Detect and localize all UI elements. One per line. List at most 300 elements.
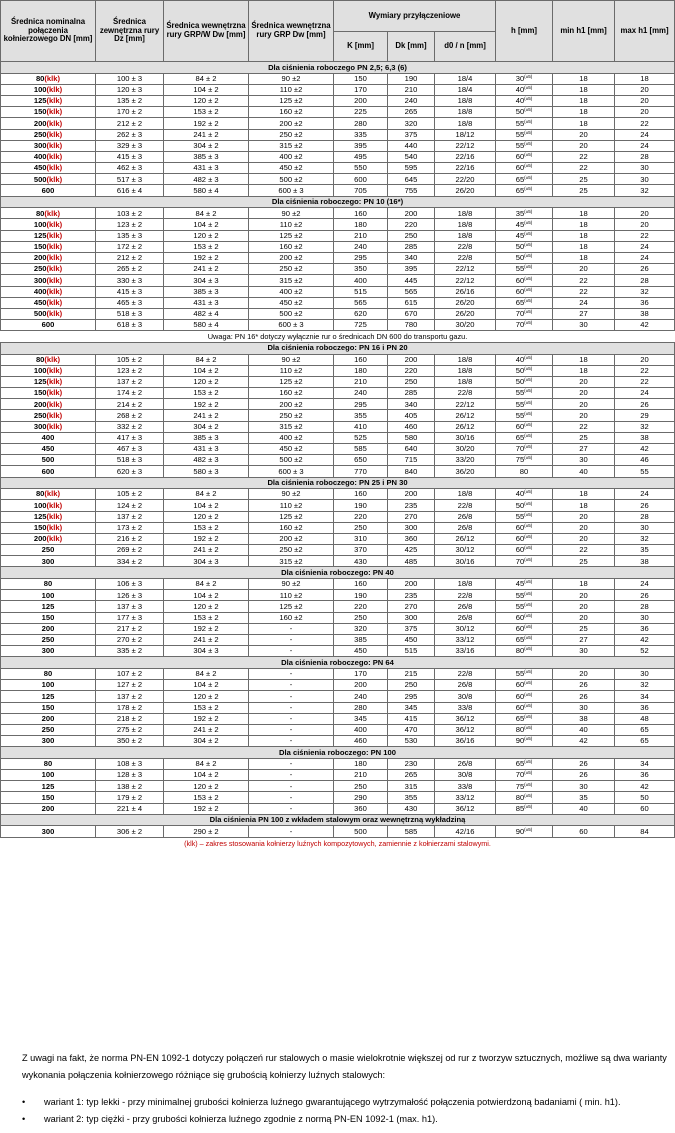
- h-tolerance: (±5): [524, 230, 533, 236]
- cell-dwgrp: -: [249, 736, 334, 747]
- h-value: 55: [515, 410, 525, 420]
- cell-minh: 18: [553, 241, 615, 252]
- cell-maxh: 60: [615, 803, 675, 814]
- cell-maxh: 20: [615, 107, 675, 118]
- cell-dz: 329 ± 3: [96, 140, 164, 151]
- cell-dwgrp: 500 ±2: [249, 455, 334, 466]
- col-header-dw: Średnica wewnętrzna rury GRP/W Dw [mm]: [164, 1, 249, 62]
- dn-value: 400: [41, 433, 55, 443]
- cell-k: 170: [334, 668, 388, 679]
- klk-marker: (klk): [46, 129, 63, 139]
- cell-d0n: 26/8: [435, 612, 496, 623]
- cell-dwgrp: 250 ±2: [249, 410, 334, 421]
- table-row: [1, 511, 675, 522]
- cell-dn: [1, 545, 96, 556]
- cell-k: 335: [334, 129, 388, 140]
- dn-value: 450: [33, 298, 47, 308]
- cell-dw: 120 ± 2: [164, 95, 249, 106]
- h-tolerance: (±5): [524, 365, 533, 371]
- cell-h: [496, 354, 553, 365]
- cell-d0n: 18/4: [435, 84, 496, 95]
- cell-dk: 585: [388, 826, 435, 837]
- cell-h: [496, 792, 553, 803]
- note-row: [1, 331, 675, 343]
- cell-dn: [1, 185, 96, 196]
- h-value: 30: [515, 73, 525, 83]
- h-tolerance: (±5): [524, 523, 533, 529]
- table-row: [1, 286, 675, 297]
- h-value: 65: [515, 185, 525, 195]
- cell-dwgrp: 400 ±2: [249, 432, 334, 443]
- cell-d0n: 30/16: [435, 432, 496, 443]
- cell-d0n: 22/20: [435, 174, 496, 185]
- cell-k: 280: [334, 118, 388, 129]
- section-header-row: [1, 747, 675, 759]
- cell-dz: 332 ± 2: [96, 421, 164, 432]
- table-row: [1, 792, 675, 803]
- cell-k: 400: [334, 275, 388, 286]
- h-value: 85: [515, 803, 525, 813]
- cell-k: 200: [334, 680, 388, 691]
- cell-h: [496, 399, 553, 410]
- table-row: [1, 73, 675, 84]
- cell-dn: [1, 230, 96, 241]
- cell-h: [496, 500, 553, 511]
- cell-k: 370: [334, 545, 388, 556]
- cell-dz: 105 ± 2: [96, 354, 164, 365]
- cell-minh: 27: [553, 308, 615, 319]
- col-header-dn: Średnica nominalna połączenia kołnierzowego DN [mm]: [1, 1, 96, 62]
- cell-dwgrp: 160 ±2: [249, 612, 334, 623]
- col-header-h: h [mm]: [496, 1, 553, 62]
- h-tolerance: (±5): [524, 219, 533, 225]
- cell-dwgrp: -: [249, 623, 334, 634]
- cell-h: [496, 241, 553, 252]
- cell-maxh: 20: [615, 95, 675, 106]
- cell-dw: 192 ± 2: [164, 253, 249, 264]
- h-tolerance: (±5): [524, 444, 533, 450]
- cell-dk: 425: [388, 545, 435, 556]
- cell-maxh: 26: [615, 590, 675, 601]
- h-value: 55: [515, 511, 525, 521]
- cell-dn: [1, 770, 96, 781]
- cell-dw: 104 ± 2: [164, 219, 249, 230]
- cell-h: [496, 826, 553, 837]
- dn-value: 125: [33, 230, 47, 240]
- table-row: [1, 680, 675, 691]
- cell-dw: 431 ± 3: [164, 163, 249, 174]
- cell-h: [496, 286, 553, 297]
- table-row: [1, 579, 675, 590]
- h-tolerance: (±5): [524, 612, 533, 618]
- cell-dn: [1, 140, 96, 151]
- cell-dn: [1, 365, 96, 376]
- cell-minh: 25: [553, 556, 615, 567]
- cell-d0n: 18/4: [435, 73, 496, 84]
- cell-dz: 135 ± 3: [96, 230, 164, 241]
- cell-dk: 540: [388, 151, 435, 162]
- cell-maxh: 36: [615, 623, 675, 634]
- cell-k: 345: [334, 713, 388, 724]
- cell-dk: 485: [388, 556, 435, 567]
- table-row: [1, 185, 675, 196]
- cell-dwgrp: 315 ±2: [249, 140, 334, 151]
- cell-dk: 300: [388, 612, 435, 623]
- cell-dw: 84 ± 2: [164, 668, 249, 679]
- h-value: 70: [515, 320, 525, 330]
- cell-dz: 270 ± 2: [96, 635, 164, 646]
- cell-dw: 153 ± 2: [164, 388, 249, 399]
- cell-maxh: 32: [615, 421, 675, 432]
- klk-marker: (klk): [46, 141, 63, 151]
- h-tolerance: (±5): [524, 185, 533, 191]
- cell-d0n: 30/12: [435, 623, 496, 634]
- cell-h: [496, 264, 553, 275]
- h-value: 45: [515, 579, 525, 589]
- cell-dk: 340: [388, 253, 435, 264]
- cell-dw: 431 ± 3: [164, 444, 249, 455]
- cell-minh: 35: [553, 792, 615, 803]
- h-tolerance: (±5): [524, 792, 533, 798]
- cell-d0n: 36/12: [435, 724, 496, 735]
- cell-k: 210: [334, 230, 388, 241]
- h-tolerance: (±5): [524, 556, 533, 562]
- cell-k: 170: [334, 84, 388, 95]
- cell-minh: 30: [553, 702, 615, 713]
- cell-dn: [1, 612, 96, 623]
- h-value: 70: [515, 770, 525, 780]
- cell-minh: 20: [553, 590, 615, 601]
- cell-k: 295: [334, 253, 388, 264]
- h-value: 60: [515, 163, 525, 173]
- table-row: [1, 522, 675, 533]
- h-value: 55: [515, 669, 525, 679]
- dn-value: 200: [41, 624, 55, 634]
- cell-h: [496, 556, 553, 567]
- cell-d0n: 26/8: [435, 758, 496, 769]
- cell-dk: 200: [388, 354, 435, 365]
- klk-marker: (klk): [46, 399, 63, 409]
- cell-minh: 20: [553, 129, 615, 140]
- cell-dn: [1, 455, 96, 466]
- cell-h: [496, 691, 553, 702]
- cell-dk: 235: [388, 500, 435, 511]
- cell-dwgrp: 160 ±2: [249, 241, 334, 252]
- cell-dwgrp: -: [249, 781, 334, 792]
- cell-maxh: 52: [615, 646, 675, 657]
- klk-marker: (klk): [44, 73, 61, 83]
- cell-h: [496, 410, 553, 421]
- cell-dw: 304 ± 2: [164, 421, 249, 432]
- cell-maxh: 24: [615, 129, 675, 140]
- dn-value: 125: [33, 511, 47, 521]
- cell-dn: [1, 758, 96, 769]
- cell-dn: [1, 444, 96, 455]
- cell-dk: 265: [388, 770, 435, 781]
- cell-dn: [1, 736, 96, 747]
- cell-dk: 340: [388, 399, 435, 410]
- cell-dwgrp: 110 ±2: [249, 590, 334, 601]
- cell-h: [496, 579, 553, 590]
- table-row: [1, 758, 675, 769]
- cell-dz: 135 ± 2: [96, 95, 164, 106]
- cell-maxh: 48: [615, 713, 675, 724]
- table-row: [1, 545, 675, 556]
- cell-dz: 212 ± 2: [96, 253, 164, 264]
- cell-dn: [1, 410, 96, 421]
- cell-dw: 192 ± 2: [164, 118, 249, 129]
- table-row: [1, 646, 675, 657]
- h-value: 65: [515, 759, 525, 769]
- cell-h: [496, 680, 553, 691]
- table-row: [1, 455, 675, 466]
- cell-dn: [1, 556, 96, 567]
- klk-marker: (klk): [46, 118, 63, 128]
- cell-d0n: 18/8: [435, 208, 496, 219]
- cell-maxh: 24: [615, 140, 675, 151]
- cell-maxh: 35: [615, 545, 675, 556]
- cell-dk: 355: [388, 792, 435, 803]
- cell-dz: 107 ± 2: [96, 668, 164, 679]
- cell-dn: [1, 297, 96, 308]
- cell-dz: 177 ± 3: [96, 612, 164, 623]
- cell-dw: 104 ± 2: [164, 365, 249, 376]
- dn-value: 300: [41, 826, 55, 836]
- cell-dk: 375: [388, 129, 435, 140]
- cell-h: [496, 736, 553, 747]
- cell-dk: 445: [388, 275, 435, 286]
- h-value: 55: [515, 118, 525, 128]
- cell-minh: 18: [553, 208, 615, 219]
- cell-minh: 22: [553, 545, 615, 556]
- cell-minh: 18: [553, 230, 615, 241]
- cell-dz: 127 ± 2: [96, 680, 164, 691]
- h-tolerance: (±5): [524, 534, 533, 540]
- cell-d0n: 22/12: [435, 399, 496, 410]
- dn-value: 200: [33, 118, 47, 128]
- cell-minh: 18: [553, 219, 615, 230]
- cell-minh: 20: [553, 410, 615, 421]
- table-row: [1, 826, 675, 837]
- cell-maxh: 55: [615, 466, 675, 477]
- cell-dz: 262 ± 3: [96, 129, 164, 140]
- h-value: 70: [515, 309, 525, 319]
- cell-d0n: 36/16: [435, 736, 496, 747]
- cell-k: 295: [334, 399, 388, 410]
- cell-dn: [1, 635, 96, 646]
- cell-minh: 27: [553, 635, 615, 646]
- cell-h: [496, 129, 553, 140]
- dn-value: 80: [35, 208, 45, 218]
- h-tolerance: (±5): [524, 714, 533, 720]
- cell-dw: 241 ± 2: [164, 635, 249, 646]
- section-title: Dla ciśnienia roboczego: PN 10 (16*): [1, 196, 675, 208]
- cell-dn: [1, 792, 96, 803]
- h-value: 75: [515, 781, 525, 791]
- klk-legend: (klk) – zakres stosowania kołnierzy luźnych kompozytowych, zamiennie z kołnierzami stalowymi.: [1, 837, 675, 850]
- dn-value: 125: [33, 377, 47, 387]
- cell-dz: 124 ± 2: [96, 500, 164, 511]
- cell-minh: 20: [553, 601, 615, 612]
- cell-maxh: 36: [615, 770, 675, 781]
- cell-minh: 18: [553, 365, 615, 376]
- dn-value: 250: [33, 410, 47, 420]
- h-value: 60: [515, 612, 525, 622]
- h-value: 35: [515, 208, 525, 218]
- h-tolerance: (±5): [524, 511, 533, 517]
- cell-dn: [1, 623, 96, 634]
- cell-dwgrp: 90 ±2: [249, 354, 334, 365]
- cell-maxh: 36: [615, 702, 675, 713]
- cell-d0n: 22/8: [435, 500, 496, 511]
- cell-dz: 123 ± 2: [96, 365, 164, 376]
- klk-marker: (klk): [44, 354, 61, 364]
- cell-d0n: 36/12: [435, 803, 496, 814]
- h-tolerance: (±5): [524, 298, 533, 304]
- klk-marker: (klk): [46, 96, 63, 106]
- table-row: [1, 590, 675, 601]
- h-value: 45: [515, 230, 525, 240]
- dn-value: 300: [41, 736, 55, 746]
- h-tolerance: (±5): [524, 455, 533, 461]
- cell-dk: 345: [388, 702, 435, 713]
- cell-minh: 25: [553, 174, 615, 185]
- cell-dn: [1, 264, 96, 275]
- cell-dwgrp: -: [249, 803, 334, 814]
- h-tolerance: (±5): [524, 669, 533, 675]
- cell-maxh: 50: [615, 792, 675, 803]
- h-value: 80: [515, 792, 525, 802]
- cell-maxh: 20: [615, 208, 675, 219]
- cell-h: [496, 489, 553, 500]
- klk-marker: (klk): [46, 219, 63, 229]
- section-header-row: [1, 567, 675, 579]
- cell-dz: 126 ± 3: [96, 590, 164, 601]
- table-row: [1, 623, 675, 634]
- cell-dz: 120 ± 3: [96, 84, 164, 95]
- cell-minh: 18: [553, 107, 615, 118]
- klk-marker: (klk): [46, 264, 63, 274]
- table-row: [1, 612, 675, 623]
- dn-value: 150: [33, 523, 47, 533]
- cell-dk: 250: [388, 376, 435, 387]
- cell-h: [496, 421, 553, 432]
- cell-d0n: 30/8: [435, 691, 496, 702]
- cell-k: 320: [334, 623, 388, 634]
- section-title: Dla ciśnienia roboczego: PN 40: [1, 567, 675, 579]
- cell-dn: [1, 118, 96, 129]
- cell-dk: 515: [388, 646, 435, 657]
- cell-maxh: 65: [615, 724, 675, 735]
- h-tolerance: (±5): [524, 702, 533, 708]
- cell-dn: [1, 511, 96, 522]
- cell-dwgrp: -: [249, 691, 334, 702]
- h-tolerance: (±5): [524, 85, 533, 91]
- cell-maxh: 20: [615, 219, 675, 230]
- col-header-max-h1: max h1 [mm]: [615, 1, 675, 62]
- klk-marker: (klk): [46, 152, 63, 162]
- dn-value: 150: [41, 612, 55, 622]
- cell-dz: 216 ± 2: [96, 533, 164, 544]
- cell-minh: 20: [553, 388, 615, 399]
- h-tolerance: (±5): [524, 163, 533, 169]
- cell-dn: [1, 388, 96, 399]
- col-header-d0n: d0 / n [mm]: [435, 32, 496, 62]
- cell-dwgrp: 110 ±2: [249, 84, 334, 95]
- h-value: 65: [515, 714, 525, 724]
- dn-value: 80: [35, 354, 45, 364]
- cell-dk: 450: [388, 635, 435, 646]
- cell-dw: 153 ± 2: [164, 241, 249, 252]
- cell-dk: 295: [388, 691, 435, 702]
- cell-dk: 595: [388, 163, 435, 174]
- cell-dk: 430: [388, 803, 435, 814]
- cell-dwgrp: -: [249, 713, 334, 724]
- cell-maxh: 38: [615, 308, 675, 319]
- cell-minh: 26: [553, 691, 615, 702]
- cell-d0n: 22/12: [435, 275, 496, 286]
- cell-d0n: 26/20: [435, 185, 496, 196]
- cell-maxh: 32: [615, 680, 675, 691]
- klk-marker: (klk): [46, 174, 63, 184]
- cell-h: [496, 623, 553, 634]
- dn-value: 80: [35, 73, 45, 83]
- section-title: Dla ciśnienia roboczego PN 2,5; 6,3 (6): [1, 62, 675, 74]
- dn-value: 450: [33, 163, 47, 173]
- table-row: [1, 275, 675, 286]
- cell-dw: 104 ± 2: [164, 590, 249, 601]
- h-value: 55: [515, 601, 525, 611]
- cell-dn: [1, 713, 96, 724]
- h-value: 60: [515, 275, 525, 285]
- cell-maxh: 30: [615, 522, 675, 533]
- section-title: Dla ciśnienia roboczego: PN 100: [1, 747, 675, 759]
- table-row: [1, 410, 675, 421]
- h-value: 55: [515, 590, 525, 600]
- h-value: 60: [515, 545, 525, 555]
- dn-value: 150: [41, 702, 55, 712]
- cell-minh: 22: [553, 421, 615, 432]
- cell-dwgrp: 90 ±2: [249, 489, 334, 500]
- table-row: [1, 297, 675, 308]
- cell-dwgrp: -: [249, 826, 334, 837]
- table-row: [1, 668, 675, 679]
- cell-dn: [1, 533, 96, 544]
- dn-value: 250: [41, 725, 55, 735]
- cell-dk: 240: [388, 95, 435, 106]
- cell-dk: 250: [388, 680, 435, 691]
- section-header-row: [1, 814, 675, 826]
- cell-dwgrp: 600 ± 3: [249, 320, 334, 331]
- cell-k: 385: [334, 635, 388, 646]
- cell-dn: [1, 174, 96, 185]
- cell-minh: 18: [553, 73, 615, 84]
- h-tolerance: (±5): [524, 320, 533, 326]
- table-row: [1, 107, 675, 118]
- cell-minh: 30: [553, 646, 615, 657]
- cell-maxh: 26: [615, 500, 675, 511]
- cell-dk: 200: [388, 208, 435, 219]
- cell-dw: 304 ± 2: [164, 140, 249, 151]
- cell-dw: 84 ± 2: [164, 579, 249, 590]
- cell-h: [496, 444, 553, 455]
- dn-value: 150: [33, 388, 47, 398]
- cell-minh: 20: [553, 140, 615, 151]
- cell-k: 160: [334, 489, 388, 500]
- klk-marker: (klk): [46, 410, 63, 420]
- cell-dz: 518 ± 3: [96, 455, 164, 466]
- cell-dwgrp: 110 ±2: [249, 219, 334, 230]
